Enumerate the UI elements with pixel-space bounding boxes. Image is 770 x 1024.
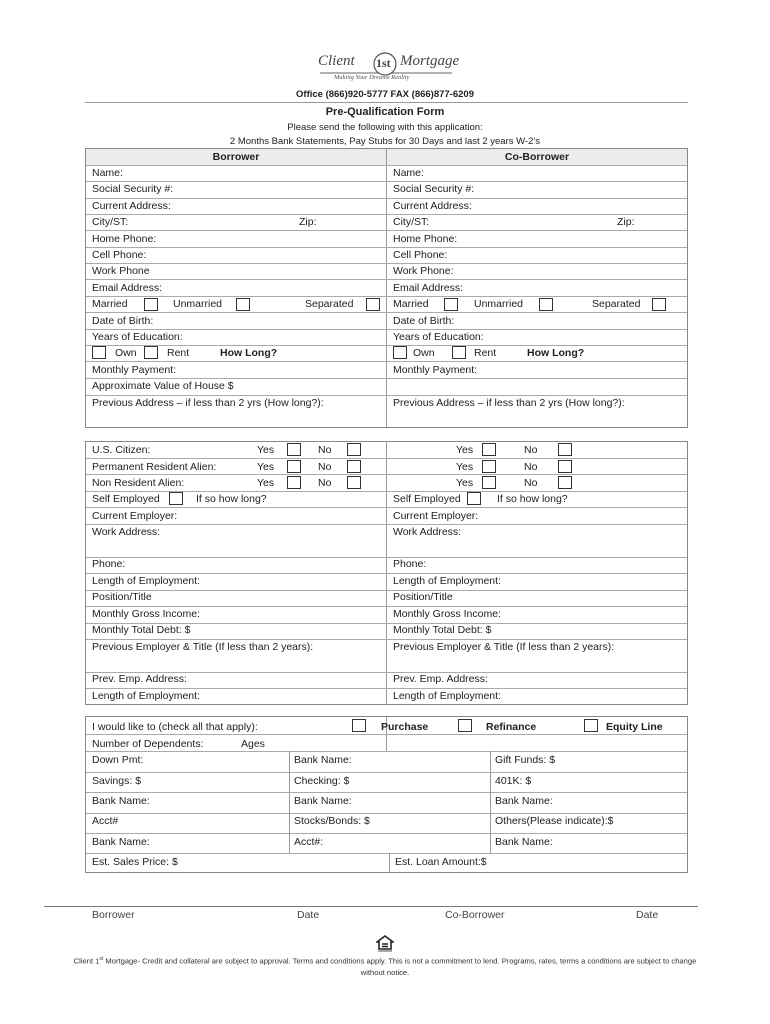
monthly-gross-income: Monthly Gross Income: [92,608,200,620]
co-length-employment: Length of Employment: [393,575,501,587]
prev-emp-address: Prev. Emp. Address: [92,673,187,685]
refinance-label: Refinance [486,721,537,733]
bank-name-401k: Bank Name: [495,795,553,807]
borrower-separated-label: Separated [305,298,354,310]
co-self-employed-checkbox[interactable] [467,492,481,505]
coborrower-unmarried-checkbox[interactable] [539,298,553,311]
coborrower-married-checkbox[interactable] [444,298,458,311]
borrower-home-phone: Home Phone: [92,233,157,245]
acct-number-2: Acct#: [294,836,324,848]
us-citizen-yes: Yes [257,444,275,456]
coborrower-current-address: Current Address: [393,200,472,212]
co-us-citizen-no: No [524,444,538,456]
instructions-line-2: 2 Months Bank Statements, Pay Stubs for 30 Days and last 2 years W-2’s [229,136,541,147]
borrower-header: Borrower [212,151,260,163]
borrower-city-st: City/ST: [92,216,129,228]
non-resident-yes: Yes [257,477,275,489]
coborrower-email: Email Address: [393,282,464,294]
borrower-ssn: Social Security #: [92,183,174,195]
coborrower-home-phone: Home Phone: [393,233,458,245]
co-prev-length-employment: Length of Employment: [393,690,501,702]
equal-housing-icon [376,935,394,957]
borrower-education: Years of Education: [92,331,183,343]
co-current-employer: Current Employer: [393,510,479,522]
disclaimer-line-1 [0,956,770,966]
work-address: Work Address: [92,526,161,538]
borrower-current-address: Current Address: [92,200,171,212]
coborrower-own-checkbox[interactable] [393,346,407,359]
co-non-resident-no-checkbox[interactable] [558,476,572,489]
co-monthly-total-debt: Monthly Total Debt: $ [393,624,492,636]
co-perm-resident-no: No [524,461,538,473]
co-work-address: Work Address: [393,526,462,538]
borrower-married-label: Married [92,298,128,310]
est-loan-amount: Est. Loan Amount:$ [395,856,487,868]
co-perm-resident-no-checkbox[interactable] [558,460,572,473]
signature-coborrower: Co-Borrower [445,909,505,921]
borrower-rent-label: Rent [167,347,190,359]
signature-line [44,906,698,907]
non-resident-no: No [318,477,332,489]
co-self-employed-label: Self Employed [393,493,461,505]
signature-borrower: Borrower [92,909,135,921]
gift-funds: Gift Funds: $ [495,754,556,766]
co-monthly-gross-income: Monthly Gross Income: [393,608,501,620]
down-pmt: Down Pmt: [92,754,144,766]
bank-name-1: Bank Name: [294,754,352,766]
instructions-line-1: Please send the following with this application: [287,122,483,133]
borrower-how-long: How Long? [220,347,278,359]
coborrower-rent-checkbox[interactable] [452,346,466,359]
position-title: Position/Title [92,591,152,603]
self-employed-label: Self Employed [92,493,160,505]
signature-date-1: Date [297,909,320,921]
purchase-checkbox[interactable] [352,719,366,732]
coborrower-ssn: Social Security #: [393,183,475,195]
us-citizen-no-checkbox[interactable] [347,443,361,456]
logo-first: 1st [376,56,391,70]
co-us-citizen-no-checkbox[interactable] [558,443,572,456]
401k: 401K: $ [495,775,532,787]
stocks-bonds: Stocks/Bonds: $ [294,815,370,827]
coborrower-prev-address: Previous Address – if less than 2 yrs (How long?): [393,397,625,409]
coborrower-cell-phone: Cell Phone: [393,249,448,261]
non-resident-no-checkbox[interactable] [347,476,361,489]
borrower-own-label: Own [115,347,137,359]
non-resident-yes-checkbox[interactable] [287,476,301,489]
equity-line-label: Equity Line [606,721,663,733]
coborrower-education: Years of Education: [393,331,484,343]
coborrower-header: Co-Borrower [504,151,570,163]
logo-mortgage: Mortgage [400,53,460,69]
header-rule [85,102,688,103]
borrower-rent-checkbox[interactable] [144,346,158,359]
co-self-employed-how-long: If so how long? [497,493,568,505]
perm-resident-yes-checkbox[interactable] [287,460,301,473]
co-non-resident-no: No [524,477,538,489]
perm-resident-no: No [318,461,332,473]
co-prev-emp-address: Prev. Emp. Address: [393,673,488,685]
previous-employer: Previous Employer & Title (If less than 2 years): [92,641,314,653]
coborrower-zip: Zip: [617,216,635,228]
logo-tagline: Making Your Dreams Reality [334,74,410,81]
coborrower-separated-checkbox[interactable] [652,298,666,311]
bank-name-checking: Bank Name: [294,795,352,807]
co-non-resident-yes-checkbox[interactable] [482,476,496,489]
perm-resident-label: Permanent Resident Alien: [92,461,217,473]
check-all-label: I would like to (check all that apply): [92,721,258,733]
logo [312,50,458,86]
dependents-label: Number of Dependents: [92,738,204,750]
disclaimer-text: Mortgage- Credit and collateral are subject to approval. Terms and conditions apply. This is not a commitment to lend. Programs, rates, terms a conditions are subject to change [103,956,697,966]
others: Others(Please indicate):$ [495,815,614,827]
borrower-email: Email Address: [92,282,163,294]
co-us-citizen-yes-checkbox[interactable] [482,443,496,456]
purchase-label: Purchase [381,721,429,733]
co-non-resident-yes: Yes [456,477,474,489]
disclaimer-line-2: without notice. [360,968,410,977]
prev-length-employment: Length of Employment: [92,690,200,702]
perm-resident-yes: Yes [257,461,275,473]
coborrower-unmarried-label: Unmarried [474,298,524,310]
form-title: Pre-Qualification Form [325,106,445,118]
borrower-dob: Date of Birth: [92,315,154,327]
self-employed-checkbox[interactable] [169,492,183,505]
coborrower-how-long: How Long? [527,347,585,359]
co-previous-employer: Previous Employer & Title (If less than 2 years): [393,641,615,653]
self-employed-how-long: If so how long? [196,493,267,505]
signature-date-2: Date [636,909,659,921]
employer-phone: Phone: [92,558,126,570]
coborrower-separated-label: Separated [592,298,641,310]
borrower-zip: Zip: [299,216,317,228]
borrower-prev-address: Previous Address – if less than 2 yrs (How long?): [92,397,324,409]
coborrower-dob: Date of Birth: [393,315,455,327]
bank-name-savings: Bank Name: [92,795,150,807]
monthly-total-debt: Monthly Total Debt: $ [92,624,191,636]
coborrower-rent-label: Rent [474,347,497,359]
borrower-married-checkbox[interactable] [144,298,158,311]
est-sales-price: Est. Sales Price: $ [92,856,178,868]
disclaimer-prefix: Client 1 [73,956,100,966]
coborrower-married-label: Married [393,298,429,310]
us-citizen-yes-checkbox[interactable] [287,443,301,456]
borrower-name: Name: [92,167,123,179]
borrower-work-phone: Work Phone [92,265,150,277]
current-employer: Current Employer: [92,510,178,522]
borrower-separated-checkbox[interactable] [366,298,380,311]
disclaimer-sup: st [99,956,104,962]
perm-resident-no-checkbox[interactable] [347,460,361,473]
office-info: Office (866)920-5777 FAX (866)877-6209 [296,89,474,100]
us-citizen-label: U.S. Citizen: [92,444,151,456]
borrower-unmarried-label: Unmarried [173,298,223,310]
coborrower-city-st: City/ST: [393,216,430,228]
borrower-own-checkbox[interactable] [92,346,106,359]
bank-name-others: Bank Name: [495,836,553,848]
savings: Savings: $ [92,775,142,787]
non-resident-label: Non Resident Alien: [92,477,185,489]
coborrower-monthly-payment: Monthly Payment: [393,364,478,376]
borrower-monthly-payment: Monthly Payment: [92,364,177,376]
co-employer-phone: Phone: [393,558,427,570]
coborrower-work-phone: Work Phone: [393,265,454,277]
ages-label: Ages [241,738,265,750]
co-us-citizen-yes: Yes [456,444,474,456]
co-perm-resident-yes: Yes [456,461,474,473]
us-citizen-no: No [318,444,332,456]
refinance-checkbox[interactable] [458,719,472,732]
coborrower-own-label: Own [413,347,435,359]
checking: Checking: $ [294,775,350,787]
co-perm-resident-yes-checkbox[interactable] [482,460,496,473]
borrower-approx-value: Approximate Value of House $ [92,380,234,392]
equity-line-checkbox[interactable] [584,719,598,732]
bank-name-acct: Bank Name: [92,836,150,848]
length-employment: Length of Employment: [92,575,200,587]
acct-number-1: Acct# [92,815,119,827]
co-position-title: Position/Title [393,591,453,603]
coborrower-name: Name: [393,167,424,179]
logo-client: Client [318,53,355,69]
borrower-unmarried-checkbox[interactable] [236,298,250,311]
borrower-cell-phone: Cell Phone: [92,249,147,261]
